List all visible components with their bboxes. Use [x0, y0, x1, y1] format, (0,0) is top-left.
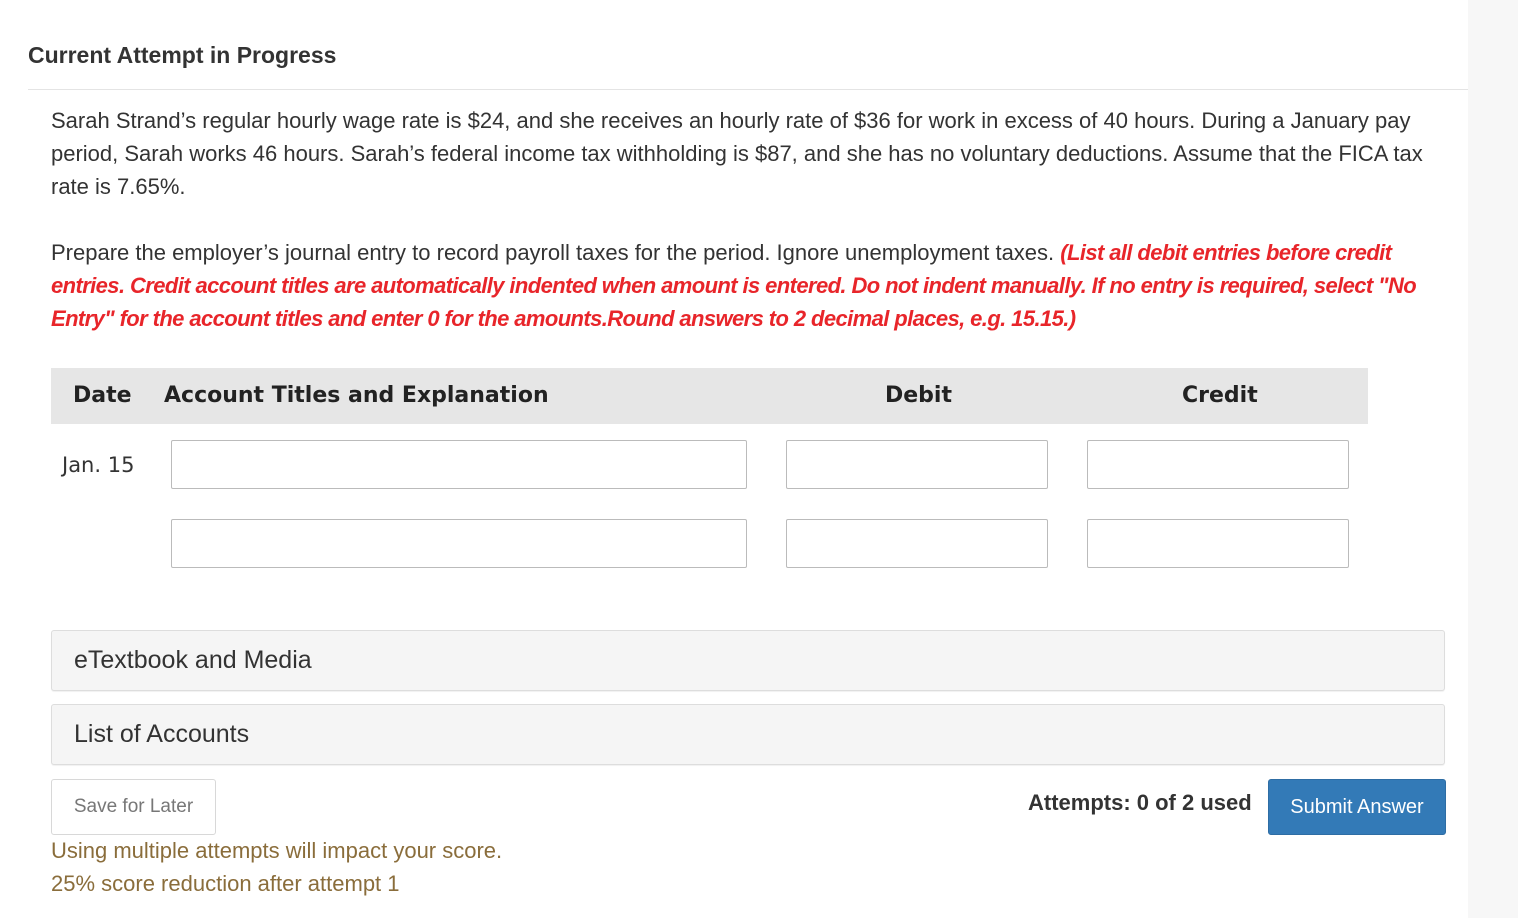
save-for-later-button[interactable]: Save for Later: [51, 779, 216, 835]
etextbook-media-label: eTextbook and Media: [74, 646, 312, 674]
journal-header: [51, 368, 1368, 424]
page-title: Current Attempt in Progress: [28, 42, 337, 68]
instruction-note: (List all debit entries before credit entries. Credit account titles are automatically indented when amount is entered. Do not indent manually. If no entry is required, select "No Entry" for the account titles and enter 0 for the amounts.Round answers to 2 decimal places, e.g. 15.15.): [51, 240, 1417, 331]
etextbook-media-accordion[interactable]: [51, 630, 1445, 691]
column-header-date: Date: [73, 383, 132, 408]
score-reduction-note: 25% score reduction after attempt 1: [51, 871, 400, 896]
journal-row-date: Jan. 15: [62, 453, 135, 477]
credit-input-2[interactable]: [1087, 519, 1349, 568]
debit-input-1[interactable]: [786, 440, 1048, 489]
attempts-counter: Attempts: 0 of 2 used: [1028, 790, 1252, 815]
debit-input-2[interactable]: [786, 519, 1048, 568]
account-title-input-2[interactable]: [171, 519, 747, 568]
list-of-accounts-label: List of Accounts: [74, 720, 250, 748]
submit-answer-button[interactable]: Submit Answer: [1268, 779, 1446, 835]
column-header-credit: Credit: [1182, 383, 1258, 408]
list-of-accounts-accordion[interactable]: [51, 704, 1445, 765]
instruction-prompt: Prepare the employer’s journal entry to record payroll taxes for the period. Ignore unemployment taxes.: [51, 240, 1055, 265]
column-header-account: Account Titles and Explanation: [164, 383, 549, 408]
account-title-input-1[interactable]: [171, 440, 747, 489]
attempts-warning: Using multiple attempts will impact your score.: [51, 838, 503, 863]
column-header-debit: Debit: [885, 383, 952, 408]
question-text: Sarah Strand’s regular hourly wage rate is $24, and she receives an hourly rate of $36 for work in excess of 40 hours. During a January pay period, Sarah works 46 hours. Sarah’s federal income tax withholding is $87, and she has no voluntary deductions. Assume that the FICA tax rate is 7.65%.: [51, 108, 1423, 199]
credit-input-1[interactable]: [1087, 440, 1349, 489]
heading-divider: [28, 89, 1468, 90]
question-instructions: [51, 236, 1451, 335]
